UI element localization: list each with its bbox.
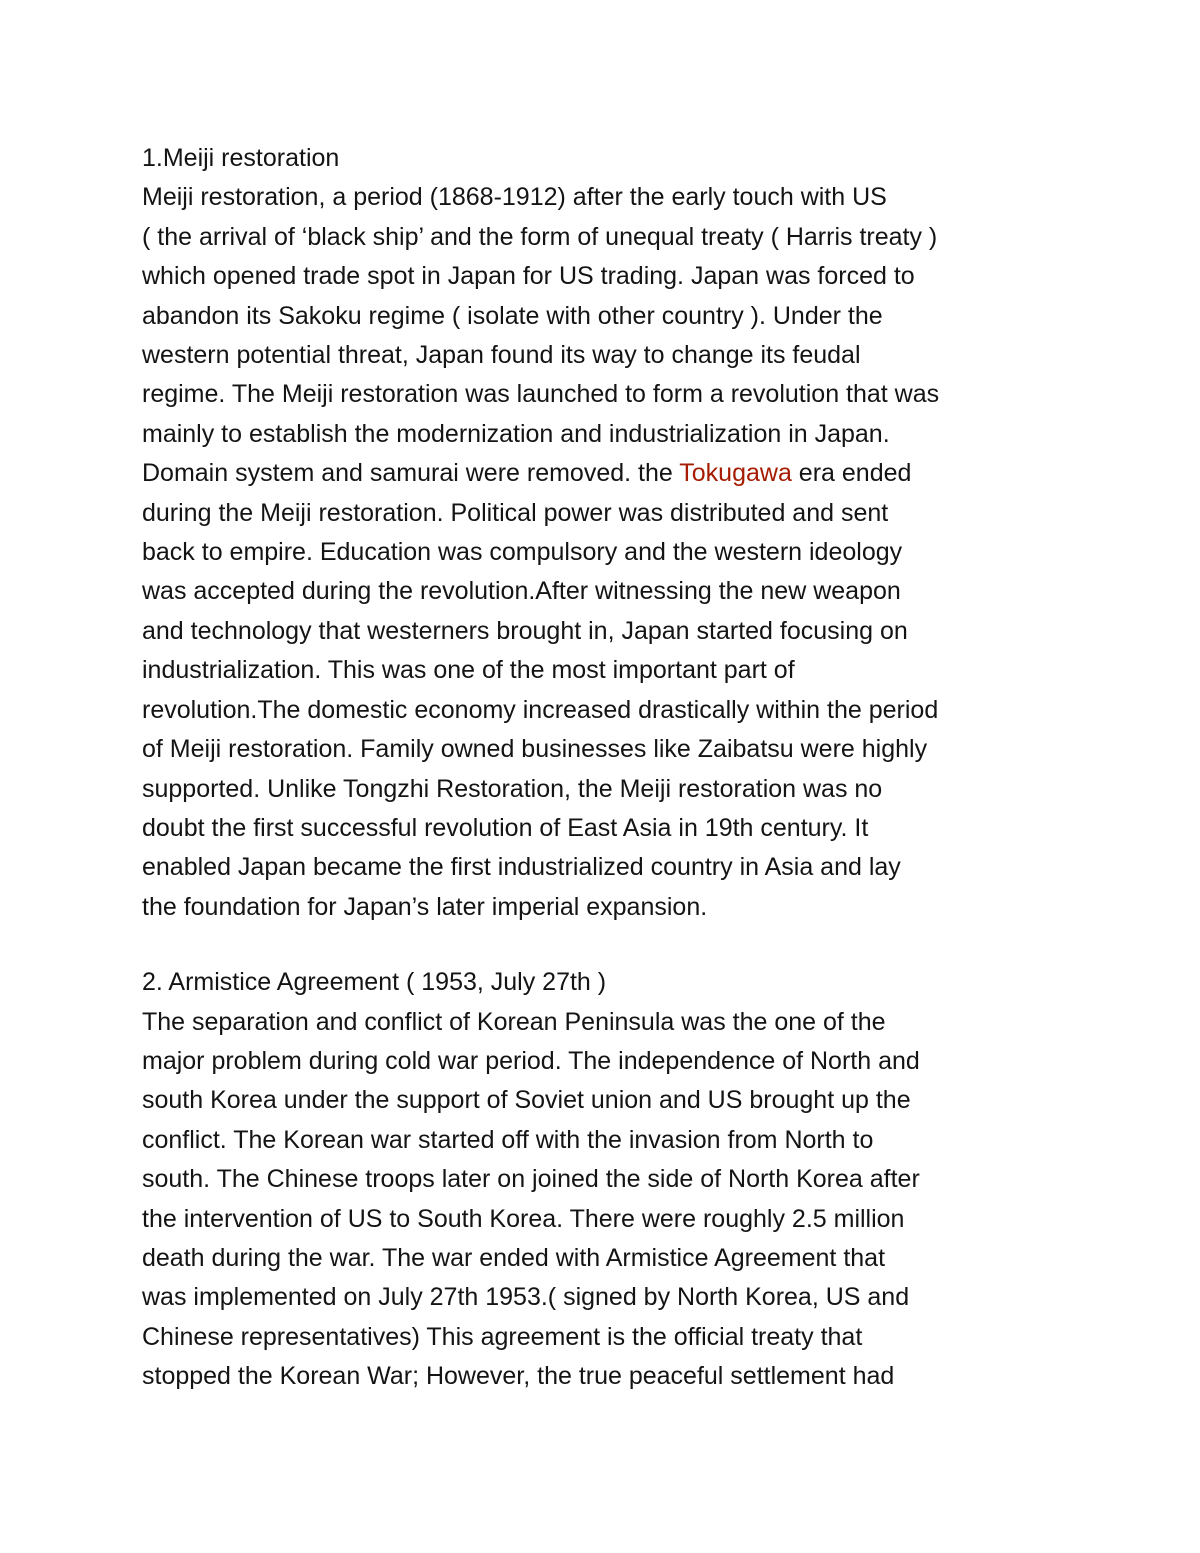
section-armistice-agreement <box>142 963 1102 1396</box>
section-heading: 2. Armistice Agreement ( 1953, July 27th ) <box>142 968 607 997</box>
text-line: the foundation for Japan’s later imperial expansion. <box>142 892 708 921</box>
text-line: of Meiji restoration. Family owned businesses like Zaibatsu were highly <box>142 735 928 764</box>
section-meiji-restoration <box>142 139 1102 927</box>
text-line: the intervention of US to South Korea. There were roughly 2.5 million <box>142 1204 905 1233</box>
section-body <box>142 178 1102 927</box>
text-line: The separation and conflict of Korean Peninsula was the one of the <box>142 1007 886 1036</box>
text-line: doubt the first successful revolution of East Asia in 19th century. It <box>142 813 869 842</box>
text-line: south Korea under the support of Soviet union and US brought up the <box>142 1086 911 1115</box>
text-line: Meiji restoration, a period (1868-1912) after the early touch with US <box>142 183 887 212</box>
text-line: back to empire. Education was compulsory and the western ideology <box>142 538 903 567</box>
highlighted-term-tokugawa: Tokugawa <box>679 459 792 488</box>
text-line: industrialization. This was one of the most important part of <box>142 656 795 685</box>
text-line: revolution.The domestic economy increased drastically within the period <box>142 695 939 724</box>
section-body <box>142 1003 1102 1397</box>
text-line: stopped the Korean War; However, the true peaceful settlement had <box>142 1362 895 1391</box>
text-line: western potential threat, Japan found its way to change its feudal <box>142 341 861 370</box>
text-line: was implemented on July 27th 1953.( signed by North Korea, US and <box>142 1283 910 1312</box>
text-line: major problem during cold war period. The independence of North and <box>142 1046 920 1075</box>
text-line: south. The Chinese troops later on joined the side of North Korea after <box>142 1165 920 1194</box>
text-line: ( the arrival of ‘black ship’ and the form of unequal treaty ( Harris treaty ) <box>142 222 938 251</box>
text-line: enabled Japan became the first industrialized country in Asia and lay <box>142 853 901 882</box>
text-line: and technology that westerners brought in, Japan started focusing on <box>142 616 908 645</box>
section-heading: 1.Meiji restoration <box>142 144 340 172</box>
text-line: supported. Unlike Tongzhi Restoration, the Meiji restoration was no <box>142 774 883 803</box>
text-line: was accepted during the revolution.After witnessing the new weapon <box>142 577 901 606</box>
text-line: which opened trade spot in Japan for US trading. Japan was forced to <box>142 262 915 291</box>
text-line: conflict. The Korean war started off with the invasion from North to <box>142 1125 874 1154</box>
text-line: abandon its Sakoku regime ( isolate with other country ). Under the <box>142 301 883 330</box>
document-page <box>142 139 1102 1397</box>
text-line: Chinese representatives) This agreement is the official treaty that <box>142 1322 863 1351</box>
text-line: mainly to establish the modernization and industrialization in Japan. <box>142 419 890 448</box>
text-line: during the Meiji restoration. Political power was distributed and sent <box>142 498 889 527</box>
text-line: regime. The Meiji restoration was launched to form a revolution that was <box>142 380 940 409</box>
text-line: death during the war. The war ended with Armistice Agreement that <box>142 1243 886 1272</box>
text-line: Domain system and samurai were removed. the Tokugawa era ended <box>142 459 912 488</box>
